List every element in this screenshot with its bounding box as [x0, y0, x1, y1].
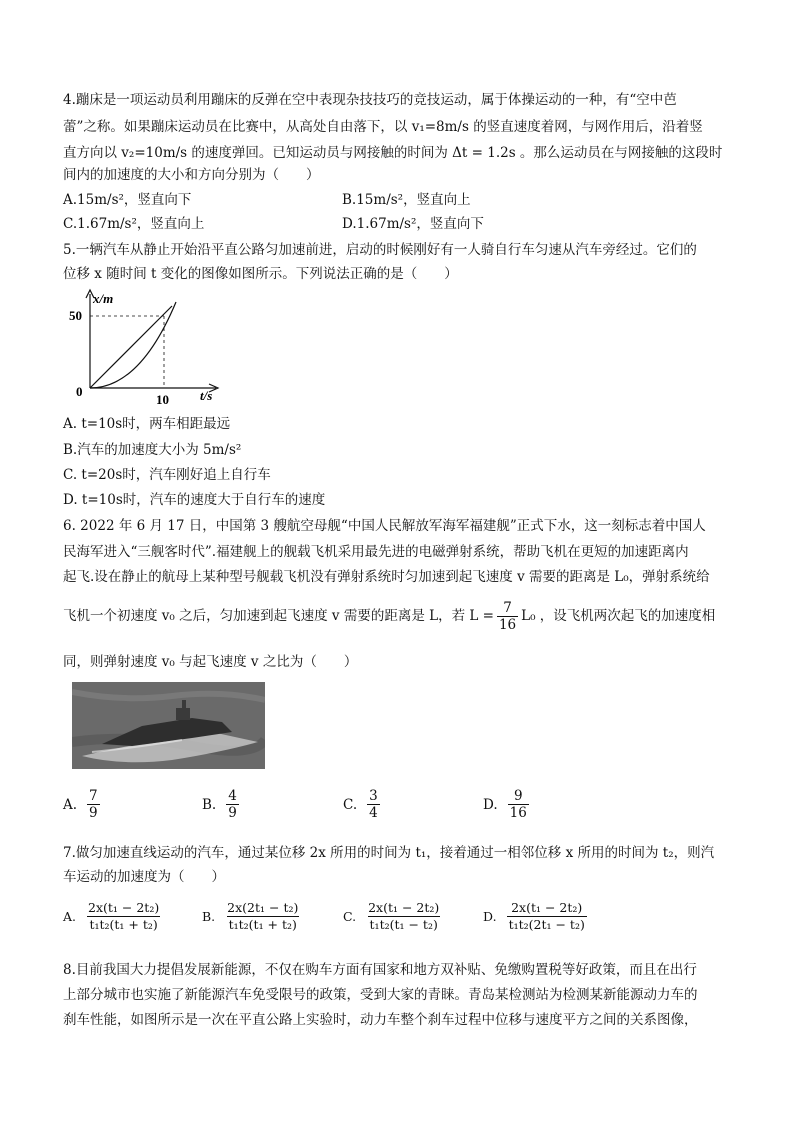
q6-option-b-fraction	[226, 788, 239, 821]
q5-option-a[interactable]: A. t=10s时，两车相距最远	[63, 416, 231, 432]
q5-line-2: 位移 x 随时间 t 变化的图像如图所示。下列说法正确的是（ ）	[63, 266, 458, 282]
q5-xt-graph	[66, 288, 236, 408]
q7-option-b-den: t₁t₂(t₁ + t₂)	[228, 917, 297, 932]
q6-line-4-post: L₀ ，设飞机两次起飞的加速度相	[521, 608, 716, 624]
q7-option-d-num: 2x(t₁ − 2t₂)	[511, 900, 583, 915]
q7-option-a-den: t₁t₂(t₁ + t₂)	[89, 917, 158, 932]
q7-option-a-num: 2x(t₁ − 2t₂)	[88, 900, 160, 915]
q6-line-2: 民海军进入“三舰客时代”.福建舰上的舰载飞机采用最先进的电磁弹射系统，帮助飞机在更短的加速距离内	[63, 544, 689, 560]
q7-option-b-letter: B.	[202, 908, 216, 924]
origin-label: 0	[76, 384, 83, 399]
q6-option-d-fraction	[508, 788, 529, 821]
q7-option-d[interactable]	[483, 900, 590, 933]
q7-line-1: 7.做匀加速直线运动的汽车，通过某位移 2x 所用的时间为 t₁，接着通过一相邻位移 x 所用的时间为 t₂，则汽	[63, 845, 715, 861]
q7-option-d-den: t₁t₂(2t₁ − t₂)	[508, 917, 585, 932]
q6-option-a-den: 9	[89, 805, 98, 821]
q6-option-c[interactable]	[343, 788, 383, 821]
q4-line-2: 蕾”之称。如果蹦床运动员在比赛中，从高处自由落下，以 v₁=8m/s 的竖直速度着网，与网作用后，沿着竖	[63, 119, 703, 135]
bicycle-line	[90, 306, 172, 388]
q7-option-c-letter: C.	[343, 908, 357, 924]
q7-option-a-fraction	[86, 900, 161, 933]
aircraft-carrier-photo	[72, 682, 265, 769]
q8-line-2: 上部分城市也实施了新能源汽车免受限号的政策，受到大家的青睐。青岛某检测站为检测某新能源动力车的	[63, 987, 698, 1003]
q6-option-d-den: 16	[509, 805, 527, 821]
q6-line-1: 6. 2022 年 6 月 17 日，中国第 3 艘航空母舰“中国人民解放军海军福建舰”正式下水，这一刻标志着中国人	[63, 518, 706, 534]
q6-option-a-fraction	[87, 788, 100, 821]
q6-option-c-num: 3	[369, 788, 378, 804]
q4-option-a[interactable]: A.15m/s²，竖直向下	[63, 192, 192, 208]
q6-option-c-den: 4	[369, 805, 378, 821]
q7-option-c[interactable]	[343, 900, 444, 933]
q7-option-d-fraction	[507, 900, 587, 933]
y-tick-50: 50	[69, 308, 82, 323]
q5-option-d[interactable]: D. t=10s时，汽车的速度大于自行车的速度	[63, 492, 326, 508]
q4-line-3: 直方向以 v₂=10m/s 的速度弹回。已知运动员与网接触的时间为 Δt = 1.2s 。那么运动员在与网接触的这段时	[63, 145, 723, 161]
x-axis-label: t/s	[200, 388, 213, 403]
q6-option-b-num: 4	[228, 788, 237, 804]
q6-ratio-num: 7	[503, 599, 512, 616]
q6-option-c-fraction	[367, 788, 380, 821]
q7-option-b-num: 2x(2t₁ − t₂)	[227, 900, 299, 915]
q6-option-a-letter: A.	[63, 796, 78, 813]
q6-option-c-letter: C.	[343, 796, 358, 813]
q6-option-d-num: 9	[513, 788, 523, 804]
x-tick-10: 10	[156, 392, 169, 407]
q7-option-a[interactable]	[63, 900, 164, 933]
q5-option-b[interactable]: B.汽车的加速度大小为 5m/s²	[63, 442, 242, 458]
q4-line-4: 间内的加速度的大小和方向分别为（ ）	[63, 167, 320, 183]
q7-option-c-num: 2x(t₁ − 2t₂)	[368, 900, 440, 915]
q7-option-b[interactable]	[202, 900, 303, 933]
q5-line-1: 5.一辆汽车从静止开始沿平直公路匀加速前进，启动的时候刚好有一人骑自行车匀速从汽车旁经过。它们的	[63, 242, 697, 258]
q7-option-b-fraction	[225, 900, 300, 933]
q7-option-a-letter: A.	[63, 908, 77, 924]
q6-ratio-fraction	[497, 600, 518, 633]
q7-option-c-den: t₁t₂(t₁ − t₂)	[369, 917, 438, 932]
q7-option-d-letter: D.	[483, 908, 497, 924]
q6-option-d-letter: D.	[483, 796, 498, 813]
q6-option-b-letter: B.	[202, 796, 217, 813]
q6-option-a[interactable]	[63, 788, 103, 821]
y-axis-label: x/m	[93, 291, 114, 306]
q6-line-4-pre: 飞机一个初速度 v₀ 之后，匀加速到起飞速度 v 需要的距离是 L，若 L =	[63, 608, 494, 624]
q4-option-d[interactable]: D.1.67m/s²，竖直向下	[342, 216, 484, 232]
q6-line-3: 起飞.设在静止的航母上某种型号舰载飞机没有弹射系统时匀加速到起飞速度 v 需要的距离是 L₀，弹射系统给	[63, 569, 710, 585]
q4-line-1: 4.蹦床是一项运动员利用蹦床的反弹在空中表现杂技技巧的竞技运动，属于体操运动的一种，有“空中芭	[63, 92, 677, 108]
q7-option-c-fraction	[366, 900, 441, 933]
q6-line-5: 同，则弹射速度 v₀ 与起飞速度 v 之比为（ ）	[63, 654, 358, 670]
q6-option-b-den: 9	[228, 805, 237, 821]
q6-option-d[interactable]	[483, 788, 532, 821]
q6-option-b[interactable]	[202, 788, 242, 821]
q8-line-1: 8.目前我国大力提倡发展新能源，不仅在购车方面有国家和地方双补贴、免缴购置税等好政策，而且在出行	[63, 962, 697, 978]
q5-option-c[interactable]: C. t=20s时，汽车刚好追上自行车	[63, 467, 271, 483]
q7-line-2: 车运动的加速度为（ ）	[63, 869, 225, 885]
q4-option-b[interactable]: B.15m/s²，竖直向上	[342, 192, 471, 208]
q6-line-4	[63, 598, 715, 634]
q4-option-c[interactable]: C.1.67m/s²，竖直向上	[63, 216, 205, 232]
q6-option-a-num: 7	[89, 788, 98, 804]
q8-line-3: 刹车性能，如图所示是一次在平直公路上实验时，动力车整个刹车过程中位移与速度平方之间的关系图像，	[63, 1012, 698, 1028]
q6-ratio-den: 16	[498, 616, 517, 633]
